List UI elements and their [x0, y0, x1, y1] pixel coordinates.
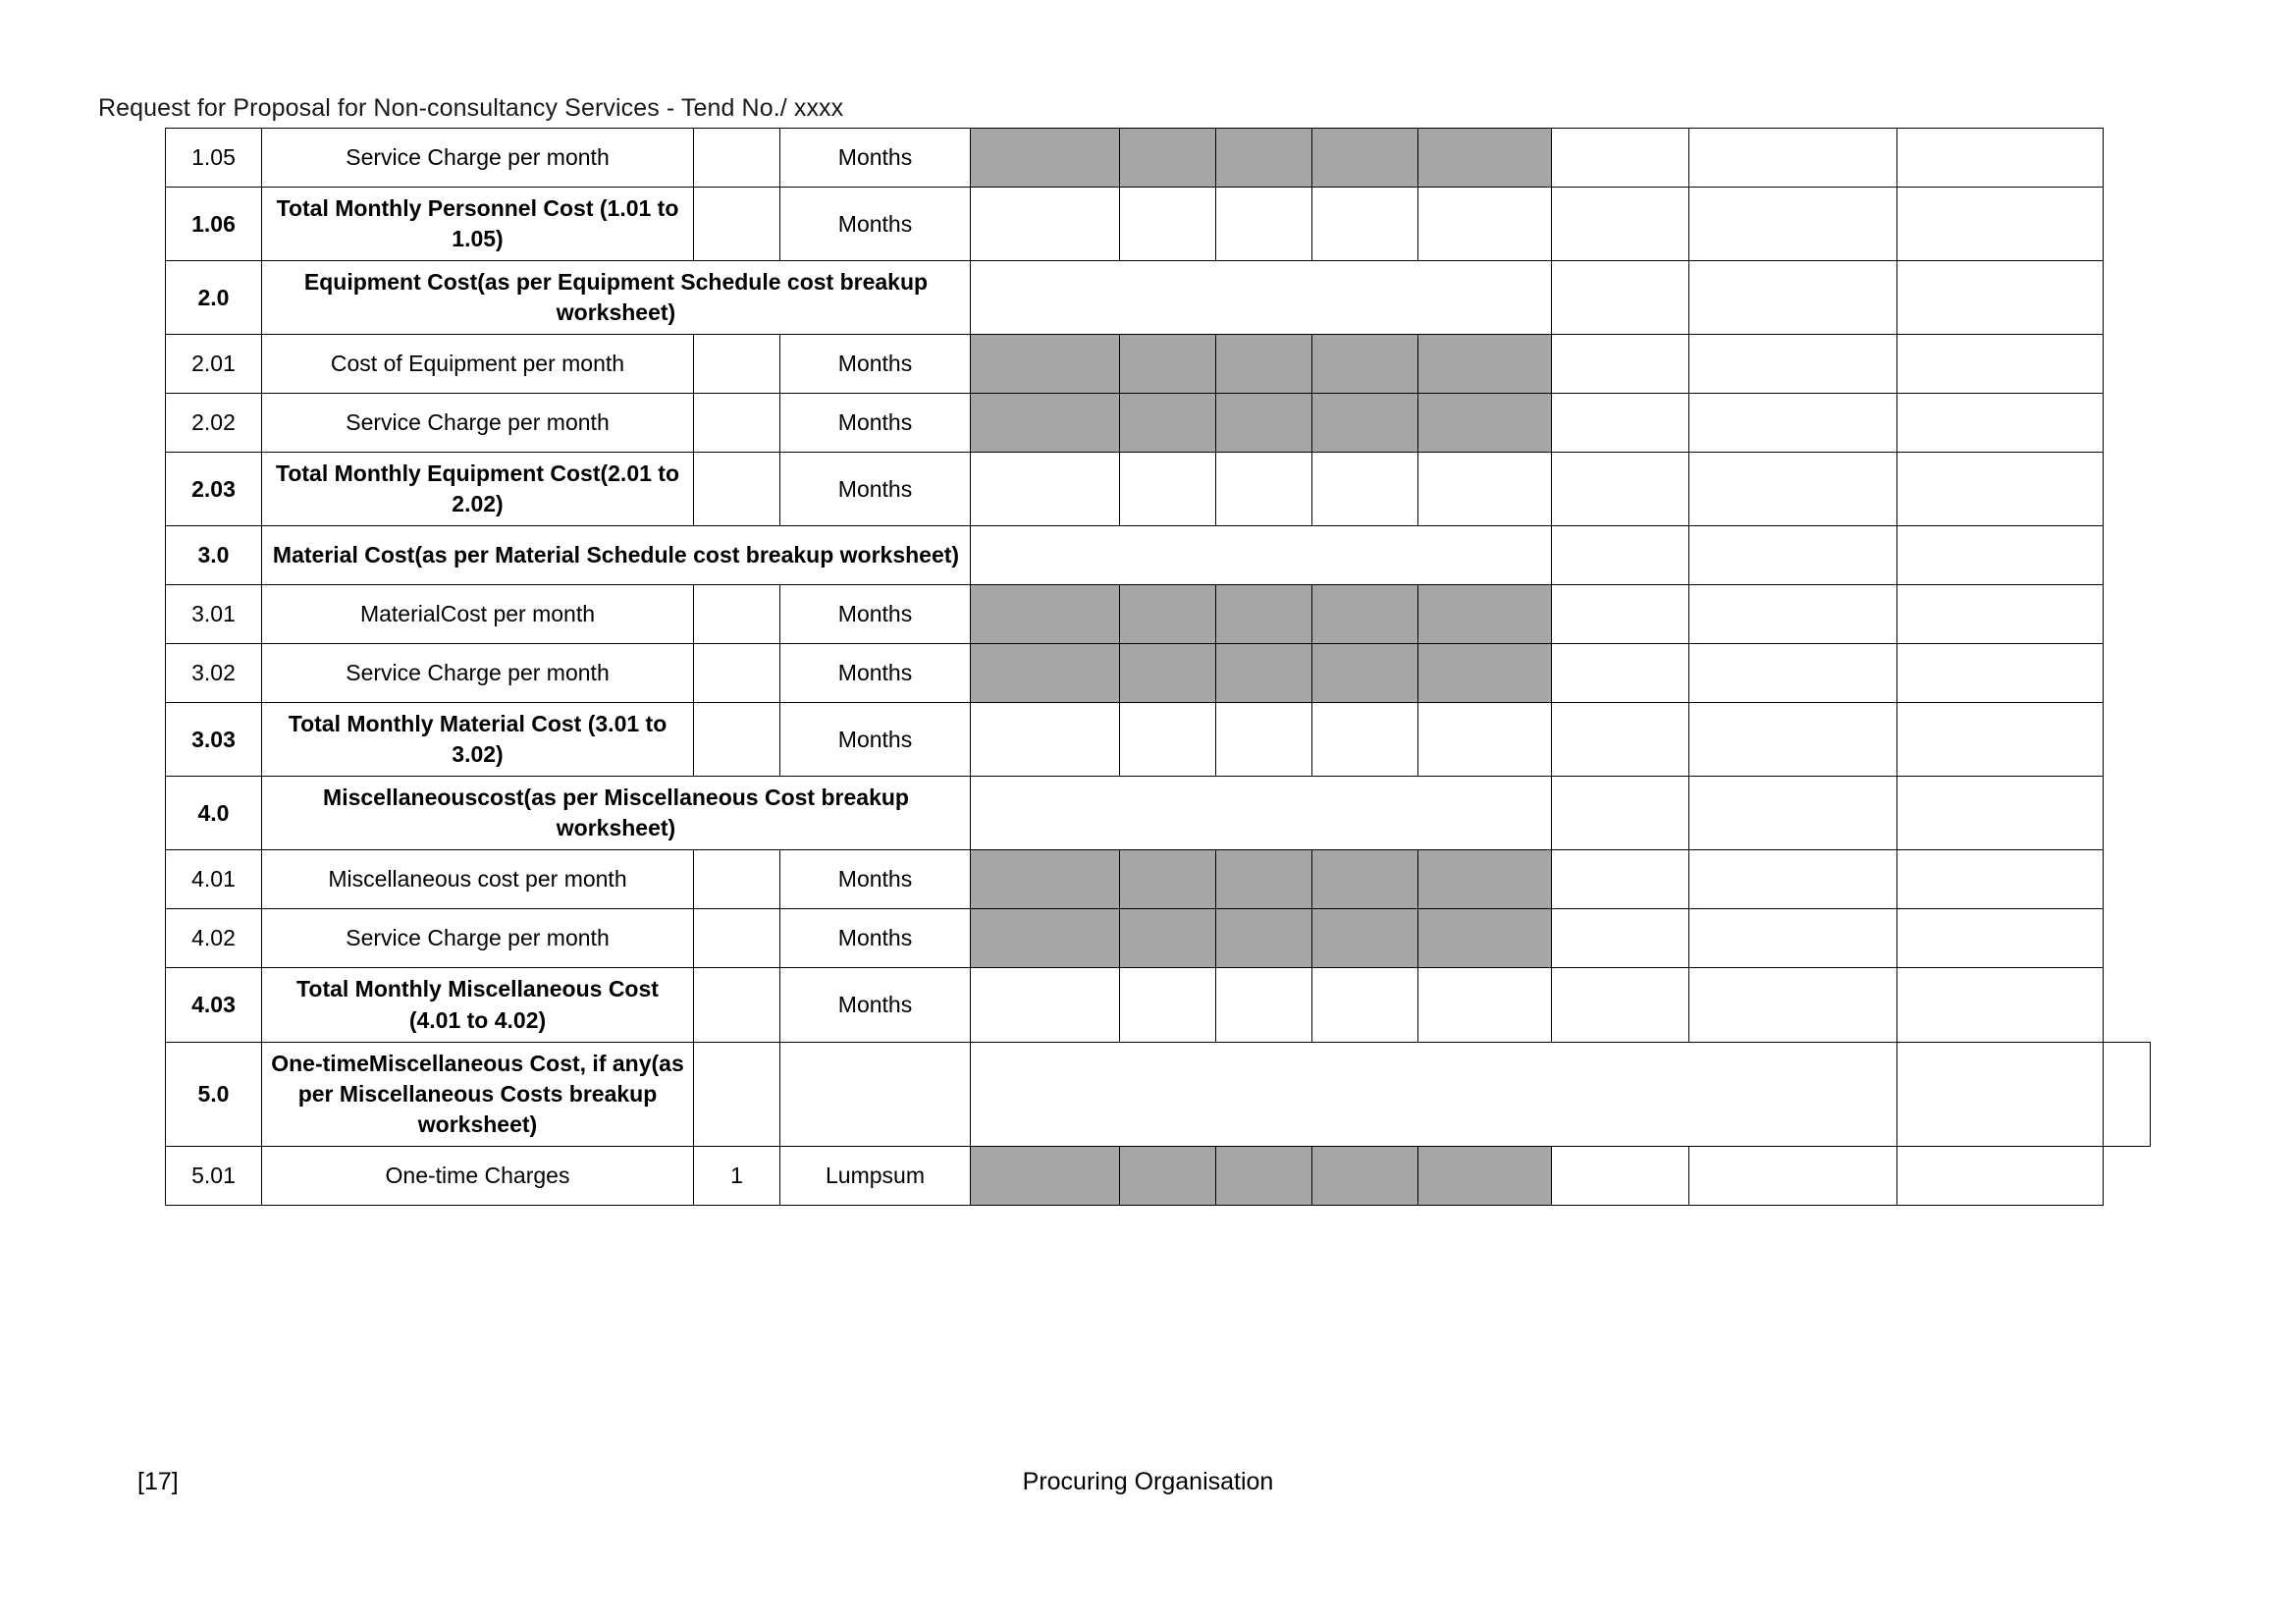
- row-data-cell: [1216, 335, 1312, 394]
- row-data-cell-group: [971, 1042, 1897, 1146]
- row-data-cell: [971, 644, 1120, 703]
- row-data-cell: [1120, 585, 1216, 644]
- row-unit: Months: [780, 968, 971, 1042]
- row-empty-cell: [1897, 968, 2104, 1042]
- row-empty-cell: [1689, 644, 1897, 703]
- table-row: [166, 585, 2151, 644]
- row-data-cell: [971, 1146, 1120, 1205]
- row-description: Miscellaneous cost per month: [262, 850, 694, 909]
- table-row: [166, 129, 2151, 188]
- row-data-cell: [1312, 394, 1418, 453]
- row-quantity: [694, 335, 780, 394]
- row-empty-cell: [1552, 585, 1689, 644]
- row-data-cell: [1120, 909, 1216, 968]
- row-description: Total Monthly Miscellaneous Cost (4.01 to 4.02): [262, 968, 694, 1042]
- row-unit: Months: [780, 909, 971, 968]
- row-empty-cell: [1552, 394, 1689, 453]
- row-quantity: 1: [694, 1146, 780, 1205]
- row-data-cell: [1120, 968, 1216, 1042]
- row-data-cell: [1120, 644, 1216, 703]
- row-data-cell: [1418, 850, 1552, 909]
- row-unit: Months: [780, 703, 971, 777]
- row-quantity: [694, 453, 780, 526]
- row-empty-cell: [1897, 644, 2104, 703]
- row-data-cell: [1120, 703, 1216, 777]
- row-data-cell: [1418, 188, 1552, 261]
- row-description: MaterialCost per month: [262, 585, 694, 644]
- row-empty-cell: [1897, 394, 2104, 453]
- row-data-cell: [1120, 188, 1216, 261]
- document-header: Request for Proposal for Non-consultancy Services - Tend No./ xxxx: [98, 94, 844, 122]
- row-data-cell: [1418, 909, 1552, 968]
- row-description: Service Charge per month: [262, 129, 694, 188]
- table-row: [166, 777, 2151, 850]
- row-description: Miscellaneouscost(as per Miscellaneous Cost breakup worksheet): [262, 777, 971, 850]
- row-data-cell: [1216, 968, 1312, 1042]
- row-empty-cell: [1689, 188, 1897, 261]
- table-row: [166, 335, 2151, 394]
- row-empty-cell: [1552, 703, 1689, 777]
- row-unit: Months: [780, 850, 971, 909]
- row-data-cell: [1312, 335, 1418, 394]
- row-empty-cell: [1689, 777, 1897, 850]
- row-empty-cell: [1689, 909, 1897, 968]
- row-empty-cell: [1897, 850, 2104, 909]
- row-data-cell: [1312, 585, 1418, 644]
- footer-page-number: [17]: [137, 1468, 179, 1495]
- row-serial-number: 1.05: [166, 129, 262, 188]
- row-description: Service Charge per month: [262, 394, 694, 453]
- row-data-cell: [971, 129, 1120, 188]
- row-data-cell: [1120, 850, 1216, 909]
- row-empty-cell: [1689, 129, 1897, 188]
- row-empty-cell: [1897, 453, 2104, 526]
- row-empty-cell: [1689, 703, 1897, 777]
- row-empty-cell: [1897, 129, 2104, 188]
- row-description: One-time Charges: [262, 1146, 694, 1205]
- row-data-cell: [1216, 188, 1312, 261]
- table-row: [166, 453, 2151, 526]
- row-data-cell: [971, 188, 1120, 261]
- table-row: [166, 850, 2151, 909]
- row-data-cell: [1216, 453, 1312, 526]
- cost-breakup-table: [165, 128, 2151, 1206]
- row-empty-cell: [1897, 335, 2104, 394]
- row-serial-number: 3.0: [166, 526, 262, 585]
- row-data-cell: [1120, 394, 1216, 453]
- row-description: Total Monthly Equipment Cost(2.01 to 2.02): [262, 453, 694, 526]
- row-data-cell: [1418, 585, 1552, 644]
- row-data-cell: [1418, 129, 1552, 188]
- row-data-cell: [971, 394, 1120, 453]
- row-description: Service Charge per month: [262, 644, 694, 703]
- row-data-cell: [1216, 850, 1312, 909]
- row-data-cell: [1312, 1146, 1418, 1205]
- row-serial-number: 2.01: [166, 335, 262, 394]
- row-data-cell: [1418, 394, 1552, 453]
- row-serial-number: 2.02: [166, 394, 262, 453]
- row-data-cell: [1312, 129, 1418, 188]
- row-serial-number: 4.01: [166, 850, 262, 909]
- row-quantity: [694, 703, 780, 777]
- row-data-cell-group: [971, 526, 1552, 585]
- row-serial-number: 4.0: [166, 777, 262, 850]
- cost-breakup-table-container: [165, 128, 2151, 1206]
- row-data-cell: [971, 703, 1120, 777]
- row-serial-number: 4.02: [166, 909, 262, 968]
- row-empty-cell: [1552, 526, 1689, 585]
- row-empty-cell: [1689, 585, 1897, 644]
- row-data-cell: [971, 850, 1120, 909]
- row-data-cell: [1312, 453, 1418, 526]
- table-row: [166, 644, 2151, 703]
- row-empty-cell: [1897, 909, 2104, 968]
- row-unit: Months: [780, 188, 971, 261]
- row-data-cell: [971, 585, 1120, 644]
- table-row: [166, 261, 2151, 335]
- row-empty-cell: [1897, 1146, 2104, 1205]
- row-description: One-timeMiscellaneous Cost, if any(as per Miscellaneous Costs breakup worksheet): [262, 1042, 694, 1146]
- row-data-cell: [1216, 1146, 1312, 1205]
- row-data-cell: [971, 453, 1120, 526]
- row-empty-cell: [1689, 335, 1897, 394]
- row-data-cell: [1418, 703, 1552, 777]
- row-empty-cell: [1897, 1042, 2104, 1146]
- row-empty-cell: [1897, 703, 2104, 777]
- row-data-cell: [1120, 335, 1216, 394]
- row-data-cell: [971, 909, 1120, 968]
- row-quantity: [694, 188, 780, 261]
- row-data-cell: [1216, 909, 1312, 968]
- row-description: Material Cost(as per Material Schedule cost breakup worksheet): [262, 526, 971, 585]
- row-data-cell: [971, 335, 1120, 394]
- row-serial-number: 5.01: [166, 1146, 262, 1205]
- table-row: [166, 526, 2151, 585]
- row-description: Service Charge per month: [262, 909, 694, 968]
- row-quantity: [694, 1042, 780, 1146]
- row-data-cell: [1120, 1146, 1216, 1205]
- row-empty-cell: [1689, 850, 1897, 909]
- table-row: [166, 188, 2151, 261]
- row-unit: Months: [780, 585, 971, 644]
- row-data-cell: [1312, 703, 1418, 777]
- row-empty-cell: [1689, 1146, 1897, 1205]
- row-data-cell: [1120, 453, 1216, 526]
- row-data-cell: [1216, 703, 1312, 777]
- row-data-cell: [1418, 644, 1552, 703]
- row-quantity: [694, 644, 780, 703]
- row-serial-number: 3.02: [166, 644, 262, 703]
- row-data-cell: [1312, 188, 1418, 261]
- row-data-cell: [1312, 850, 1418, 909]
- footer-organisation: Procuring Organisation: [1022, 1468, 1274, 1495]
- row-quantity: [694, 909, 780, 968]
- table-row: [166, 909, 2151, 968]
- row-empty-cell: [1897, 188, 2104, 261]
- row-empty-cell: [1552, 129, 1689, 188]
- row-unit: Lumpsum: [780, 1146, 971, 1205]
- row-empty-cell: [1552, 335, 1689, 394]
- row-quantity: [694, 850, 780, 909]
- row-data-cell: [1312, 968, 1418, 1042]
- table-row: [166, 394, 2151, 453]
- row-unit: Months: [780, 453, 971, 526]
- row-data-cell: [1120, 129, 1216, 188]
- row-unit: Months: [780, 644, 971, 703]
- row-data-cell: [1216, 644, 1312, 703]
- row-empty-cell: [1897, 585, 2104, 644]
- row-serial-number: 2.0: [166, 261, 262, 335]
- row-serial-number: 3.03: [166, 703, 262, 777]
- row-empty-cell: [1689, 526, 1897, 585]
- row-empty-cell: [1552, 968, 1689, 1042]
- row-description: Cost of Equipment per month: [262, 335, 694, 394]
- row-quantity: [694, 585, 780, 644]
- row-empty-cell: [1552, 850, 1689, 909]
- row-empty-cell: [1552, 644, 1689, 703]
- row-description: Total Monthly Personnel Cost (1.01 to 1.05): [262, 188, 694, 261]
- table-body: [166, 129, 2151, 1206]
- row-unit: Months: [780, 335, 971, 394]
- row-empty-cell: [1897, 777, 2104, 850]
- row-empty-cell: [2104, 1042, 2151, 1146]
- row-unit: Months: [780, 394, 971, 453]
- table-row: [166, 1146, 2151, 1205]
- row-empty-cell: [1552, 777, 1689, 850]
- table-row: [166, 1042, 2151, 1146]
- row-serial-number: 5.0: [166, 1042, 262, 1146]
- row-data-cell-group: [971, 261, 1552, 335]
- row-data-cell: [1216, 129, 1312, 188]
- row-empty-cell: [1552, 1146, 1689, 1205]
- row-data-cell-group: [971, 777, 1552, 850]
- table-row: [166, 703, 2151, 777]
- row-data-cell: [1418, 453, 1552, 526]
- row-empty-cell: [1689, 261, 1897, 335]
- row-empty-cell: [1897, 261, 2104, 335]
- row-empty-cell: [1689, 453, 1897, 526]
- row-description: Total Monthly Material Cost (3.01 to 3.02): [262, 703, 694, 777]
- row-empty-cell: [1689, 394, 1897, 453]
- row-data-cell: [1312, 644, 1418, 703]
- row-data-cell: [1418, 968, 1552, 1042]
- row-data-cell: [971, 968, 1120, 1042]
- row-quantity: [694, 129, 780, 188]
- table-row: [166, 968, 2151, 1042]
- row-data-cell: [1418, 1146, 1552, 1205]
- row-data-cell: [1312, 909, 1418, 968]
- row-empty-cell: [1552, 188, 1689, 261]
- row-empty-cell: [1552, 909, 1689, 968]
- row-serial-number: 2.03: [166, 453, 262, 526]
- row-description: Equipment Cost(as per Equipment Schedule cost breakup worksheet): [262, 261, 971, 335]
- row-quantity: [694, 968, 780, 1042]
- row-empty-cell: [1689, 968, 1897, 1042]
- row-empty-cell: [1897, 526, 2104, 585]
- row-serial-number: 1.06: [166, 188, 262, 261]
- row-data-cell: [1216, 585, 1312, 644]
- row-empty-cell: [1552, 261, 1689, 335]
- row-data-cell: [1418, 335, 1552, 394]
- row-empty-cell: [1552, 453, 1689, 526]
- row-data-cell: [1216, 394, 1312, 453]
- row-quantity: [694, 394, 780, 453]
- row-serial-number: 4.03: [166, 968, 262, 1042]
- row-unit: [780, 1042, 971, 1146]
- row-serial-number: 3.01: [166, 585, 262, 644]
- row-unit: Months: [780, 129, 971, 188]
